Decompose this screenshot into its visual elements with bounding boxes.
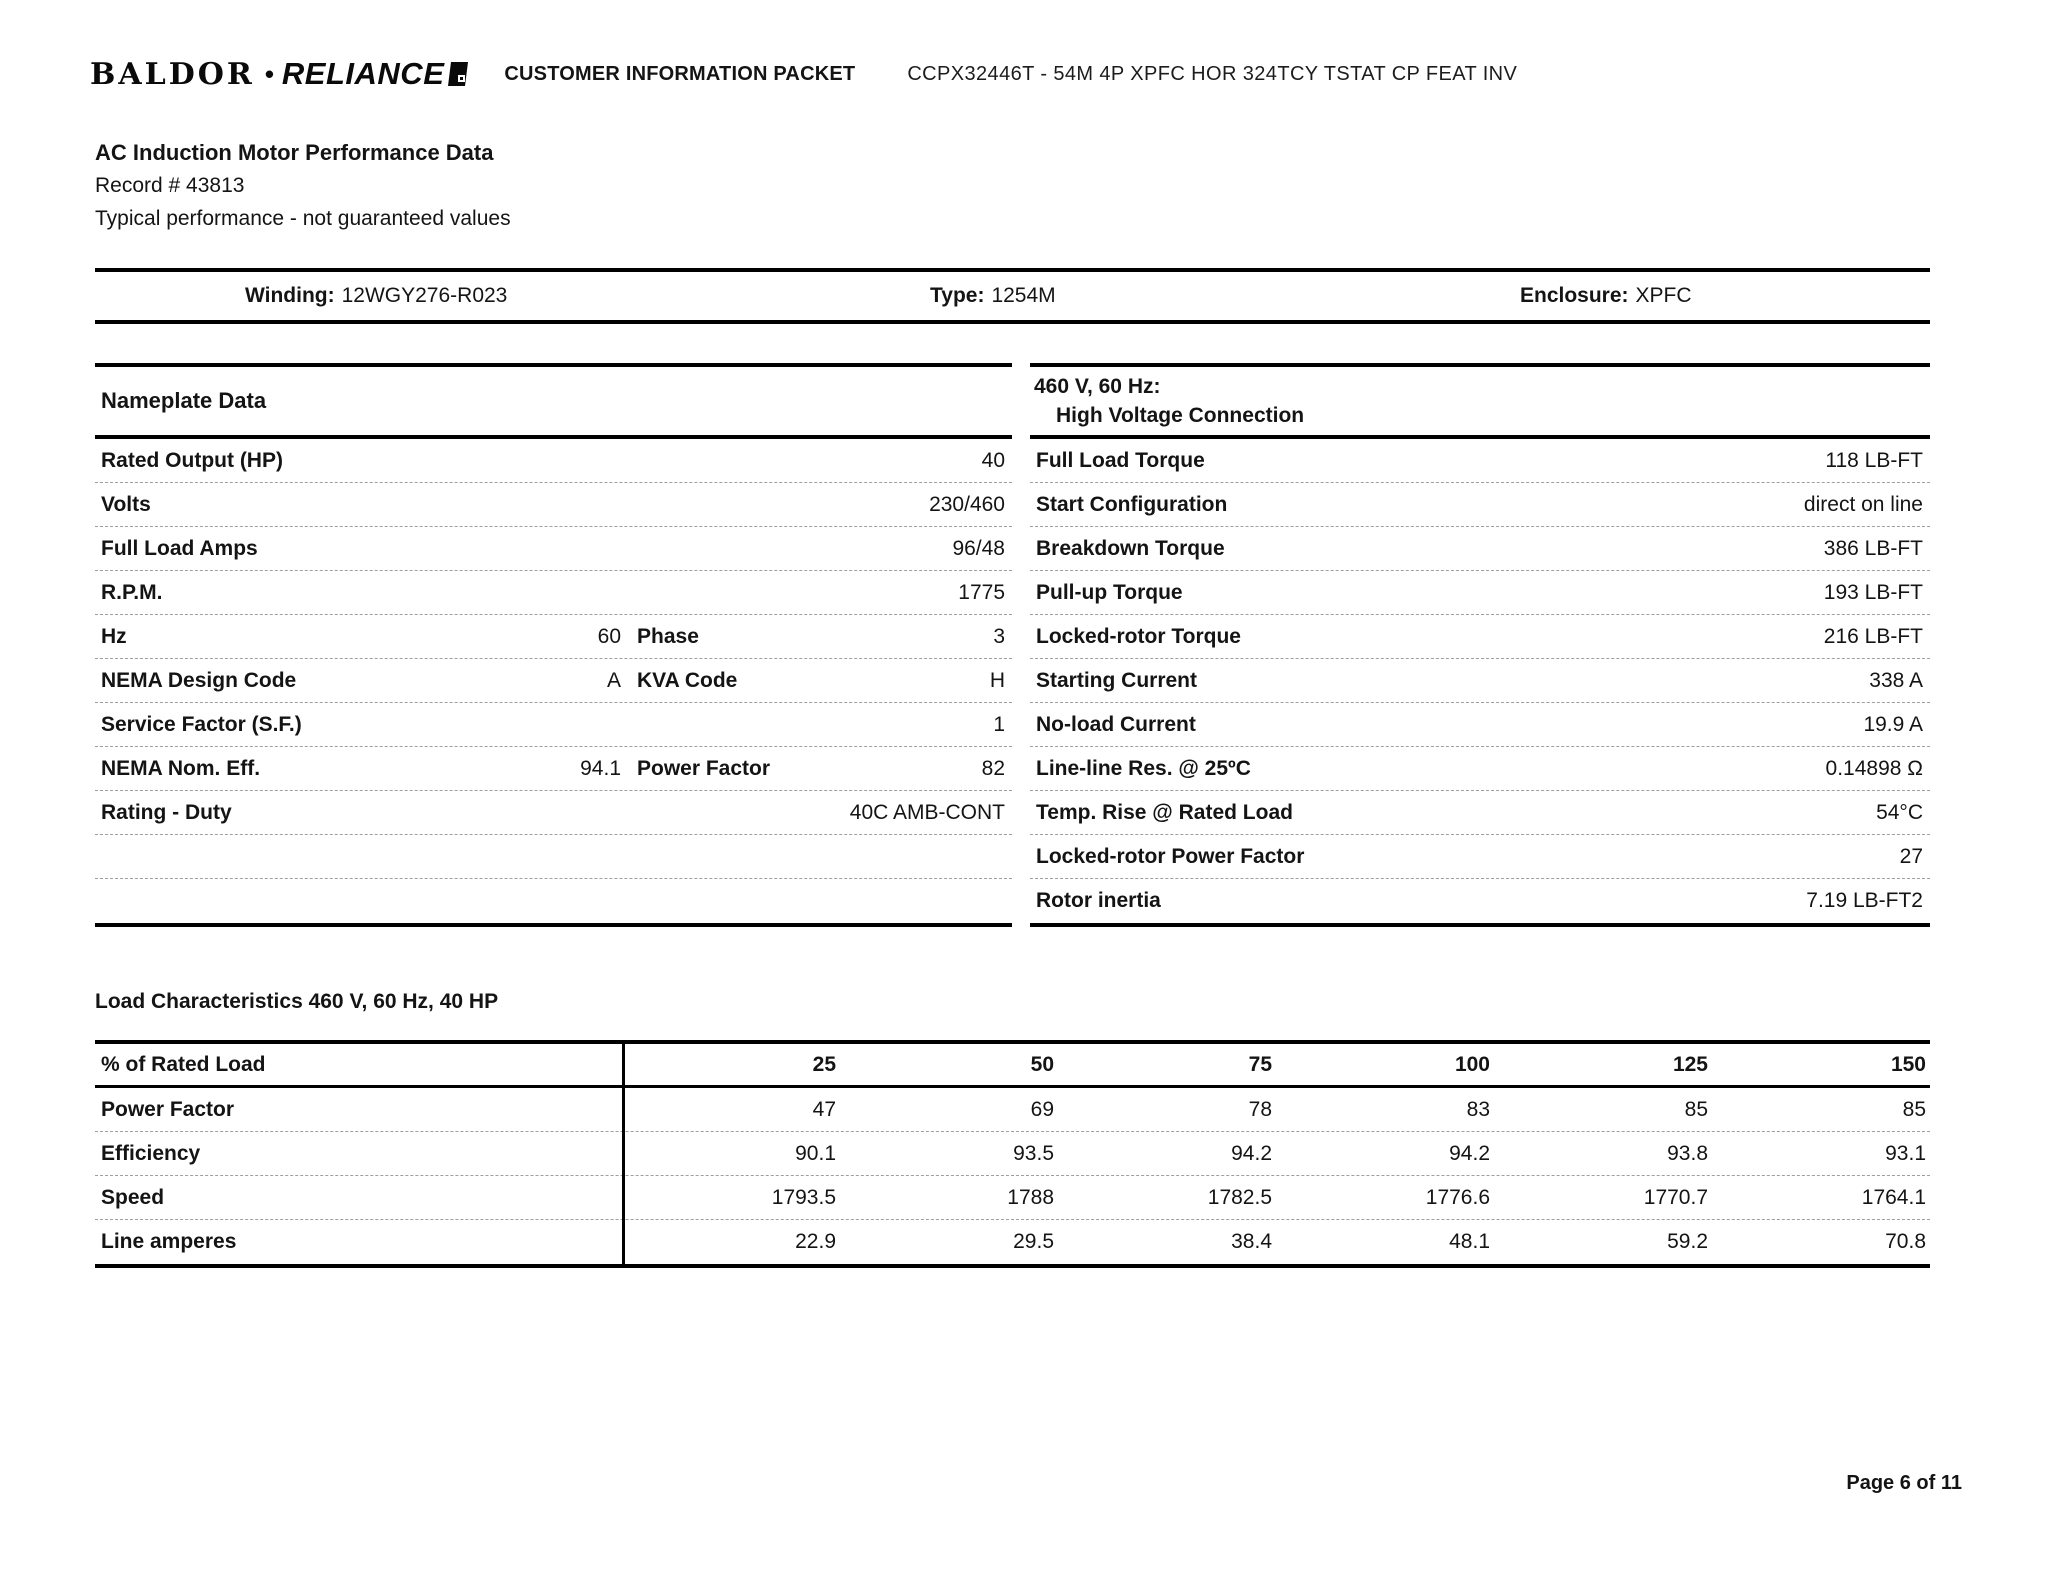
load-data-row bbox=[95, 1176, 1930, 1220]
row-value: 1775 bbox=[958, 580, 1005, 604]
row-value: 83 bbox=[1466, 1097, 1490, 1121]
hv-title-line2: High Voltage Connection bbox=[1056, 404, 1305, 427]
row-value: 193 LB-FT bbox=[1823, 580, 1923, 604]
row-label: Rotor inertia bbox=[1036, 889, 1161, 912]
nameplate-table-title: Nameplate Data bbox=[95, 367, 1012, 439]
high-voltage-row bbox=[1030, 439, 1930, 483]
load-col-header: 25 bbox=[812, 1052, 836, 1076]
row-value: 85 bbox=[1902, 1097, 1926, 1121]
row-value: 29.5 bbox=[1013, 1230, 1054, 1253]
row-value: 230/460 bbox=[929, 492, 1005, 516]
high-voltage-rows bbox=[1030, 439, 1930, 923]
row-value: 82 bbox=[981, 756, 1005, 780]
nameplate-row bbox=[95, 571, 1012, 615]
row-value: 1764.1 bbox=[1861, 1185, 1926, 1209]
row-label: Efficiency bbox=[101, 1141, 201, 1165]
nameplate-row bbox=[95, 879, 1012, 923]
row-label: Starting Current bbox=[1036, 668, 1198, 692]
winding-bar bbox=[95, 268, 1930, 324]
row-value: 59.2 bbox=[1667, 1230, 1708, 1253]
high-voltage-row bbox=[1030, 747, 1930, 791]
nameplate-row bbox=[95, 835, 1012, 879]
row-label: Temp. Rise @ Rated Load bbox=[1036, 800, 1293, 824]
high-voltage-row bbox=[1030, 483, 1930, 527]
row-label: Power Factor bbox=[101, 1097, 235, 1121]
high-voltage-row bbox=[1030, 659, 1930, 703]
row-value: 93.1 bbox=[1885, 1141, 1926, 1165]
row-value: 94.2 bbox=[1231, 1141, 1272, 1165]
row-label: Rated Output (HP) bbox=[101, 448, 283, 472]
type-label: Type: bbox=[930, 284, 985, 307]
load-col-header: 100 bbox=[1454, 1052, 1490, 1076]
row-label: Speed bbox=[101, 1185, 165, 1209]
nameplate-row bbox=[95, 439, 1012, 483]
enclosure-label: Enclosure: bbox=[1520, 284, 1629, 307]
type-value: 1254M bbox=[991, 284, 1056, 307]
nameplate-row bbox=[95, 659, 1012, 703]
row-value: 386 LB-FT bbox=[1823, 536, 1923, 560]
row-label: Hz bbox=[101, 624, 127, 648]
enclosure-cell bbox=[1520, 272, 1692, 320]
high-voltage-table bbox=[1030, 363, 1930, 927]
table-vertical-divider bbox=[622, 1044, 625, 1264]
model-string: CCPX32446T - 54M 4P XPFC HOR 324TCY TSTAT CP FEAT INV bbox=[907, 62, 1518, 85]
row-value: 27 bbox=[1899, 844, 1923, 868]
row-mid-value: A bbox=[606, 668, 621, 692]
load-col-header: 50 bbox=[1030, 1052, 1054, 1076]
load-characteristics-table bbox=[95, 1040, 1930, 1268]
row-value: 93.5 bbox=[1013, 1141, 1054, 1165]
record-number: Record # 43813 bbox=[95, 174, 245, 197]
row-mid-label: Phase bbox=[637, 624, 699, 648]
nameplate-row bbox=[95, 747, 1012, 791]
reliance-logo-mark-icon bbox=[448, 62, 468, 91]
winding-label: Winding: bbox=[245, 284, 335, 307]
row-value: 96/48 bbox=[952, 536, 1005, 560]
hv-title-line1: 460 V, 60 Hz: bbox=[1034, 375, 1161, 398]
high-voltage-row bbox=[1030, 527, 1930, 571]
row-value: 118 LB-FT bbox=[1825, 448, 1923, 472]
high-voltage-row bbox=[1030, 615, 1930, 659]
packet-title: CUSTOMER INFORMATION PACKET bbox=[504, 62, 856, 85]
row-value: 70.8 bbox=[1885, 1230, 1926, 1253]
baldor-reliance-logo bbox=[90, 56, 468, 92]
title-block bbox=[95, 136, 511, 235]
row-label: NEMA Nom. Eff. bbox=[101, 756, 261, 780]
high-voltage-row bbox=[1030, 571, 1930, 615]
page-header bbox=[90, 56, 1517, 92]
performance-note: Typical performance - not guaranteed values bbox=[95, 207, 511, 230]
row-label: Locked-rotor Power Factor bbox=[1036, 844, 1305, 868]
high-voltage-row bbox=[1030, 879, 1930, 923]
row-value: 0.14898 Ω bbox=[1825, 756, 1923, 780]
row-value: 1788 bbox=[1007, 1185, 1054, 1209]
load-characteristics-section bbox=[95, 990, 1930, 1268]
nameplate-table bbox=[95, 363, 1012, 927]
row-label: Line amperes bbox=[101, 1230, 237, 1253]
load-characteristics-title: Load Characteristics 460 V, 60 Hz, 40 HP bbox=[95, 990, 499, 1013]
nameplate-row bbox=[95, 615, 1012, 659]
row-label: Breakdown Torque bbox=[1036, 536, 1225, 560]
row-label: Pull-up Torque bbox=[1036, 580, 1183, 604]
high-voltage-row bbox=[1030, 791, 1930, 835]
row-value: 48.1 bbox=[1449, 1230, 1490, 1253]
row-value: 1770.7 bbox=[1643, 1185, 1708, 1209]
high-voltage-row bbox=[1030, 703, 1930, 747]
load-data-row bbox=[95, 1220, 1930, 1264]
row-value: 1793.5 bbox=[771, 1185, 836, 1209]
row-value: 40 bbox=[981, 448, 1005, 472]
logo-dot-icon: • bbox=[264, 58, 274, 89]
row-value: 1782.5 bbox=[1207, 1185, 1272, 1209]
load-col-header: 75 bbox=[1248, 1052, 1272, 1076]
winding-value: 12WGY276-R023 bbox=[341, 284, 508, 307]
row-label: Volts bbox=[101, 492, 151, 516]
row-value: direct on line bbox=[1803, 492, 1923, 516]
row-mid-value: 94.1 bbox=[580, 756, 621, 780]
row-value: 38.4 bbox=[1231, 1230, 1272, 1253]
row-label: Start Configuration bbox=[1036, 492, 1228, 516]
nameplate-row bbox=[95, 791, 1012, 835]
row-value: 69 bbox=[1030, 1097, 1054, 1121]
row-value: 93.8 bbox=[1667, 1141, 1708, 1165]
load-col-header: 125 bbox=[1672, 1052, 1708, 1076]
winding-cell bbox=[245, 272, 507, 320]
load-data-row bbox=[95, 1088, 1930, 1132]
row-label: Locked-rotor Torque bbox=[1036, 624, 1241, 648]
row-value: 1 bbox=[993, 712, 1005, 736]
row-value: 216 LB-FT bbox=[1823, 624, 1923, 648]
high-voltage-table-title bbox=[1030, 367, 1930, 439]
row-value: 85 bbox=[1684, 1097, 1708, 1121]
logo-reliance-text: RELIANCE bbox=[281, 56, 445, 91]
load-header-label: % of Rated Load bbox=[101, 1052, 266, 1076]
row-value: 54°C bbox=[1876, 800, 1923, 824]
load-col-header: 150 bbox=[1890, 1052, 1926, 1076]
row-value: 3 bbox=[993, 624, 1005, 648]
row-label: No-load Current bbox=[1036, 712, 1196, 736]
row-label: Line-line Res. @ 25ºC bbox=[1036, 756, 1251, 780]
row-label: R.P.M. bbox=[101, 580, 163, 604]
row-value: H bbox=[989, 668, 1005, 692]
logo-baldor-text: BALDOR bbox=[90, 56, 255, 92]
row-label: Service Factor (S.F.) bbox=[101, 712, 302, 736]
enclosure-value: XPFC bbox=[1635, 284, 1692, 307]
row-value: 338 A bbox=[1869, 668, 1923, 692]
row-value: 7.19 LB-FT2 bbox=[1806, 889, 1923, 912]
type-cell bbox=[930, 272, 1056, 320]
row-label: NEMA Design Code bbox=[101, 668, 297, 692]
row-mid-value: 60 bbox=[597, 624, 621, 648]
row-value: 1776.6 bbox=[1425, 1185, 1490, 1209]
nameplate-rows bbox=[95, 439, 1012, 923]
row-label: Rating - Duty bbox=[101, 800, 232, 824]
row-value: 47 bbox=[812, 1097, 836, 1121]
page-title: AC Induction Motor Performance Data bbox=[95, 140, 494, 165]
row-value: 19.9 A bbox=[1863, 712, 1923, 736]
high-voltage-row bbox=[1030, 835, 1930, 879]
row-mid-label: KVA Code bbox=[637, 668, 738, 692]
row-value: 94.2 bbox=[1449, 1141, 1490, 1165]
row-label: Full Load Torque bbox=[1036, 448, 1205, 472]
row-mid-label: Power Factor bbox=[637, 756, 771, 780]
row-value: 78 bbox=[1248, 1097, 1272, 1121]
nameplate-row bbox=[95, 703, 1012, 747]
nameplate-row bbox=[95, 483, 1012, 527]
load-header-row bbox=[95, 1044, 1930, 1088]
load-data-row bbox=[95, 1132, 1930, 1176]
row-label: Full Load Amps bbox=[101, 536, 258, 560]
row-value: 90.1 bbox=[795, 1141, 836, 1165]
nameplate-section bbox=[95, 363, 1930, 927]
row-value: 22.9 bbox=[795, 1230, 836, 1253]
row-value: 40C AMB-CONT bbox=[849, 800, 1005, 824]
nameplate-row bbox=[95, 527, 1012, 571]
page-number: Page 6 of 11 bbox=[1846, 1472, 1962, 1494]
